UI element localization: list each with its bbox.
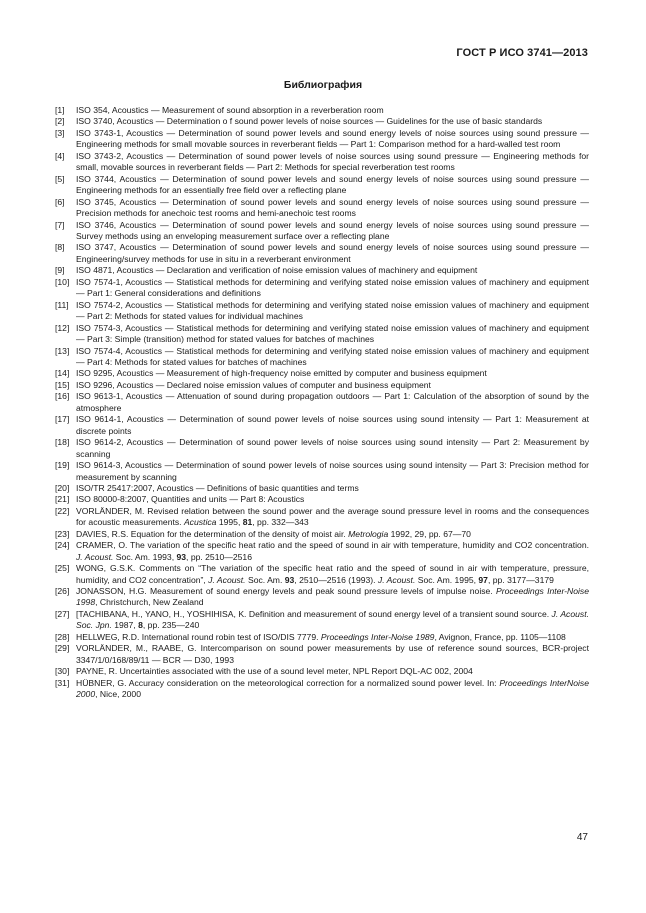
reference-text: CRAMER, O. The variation of the specific heat ratio and the speed of sound in air with temperature, humidity and CO2 concentration. J. Acoust. Soc. Am. 1993, 93, pp. 2510—2516 xyxy=(76,540,589,562)
reference-text: ISO 9614-3, Acoustics — Determination of sound power levels of noise sources using sound intensity — Part 3: Precision method for measurement by scanning xyxy=(76,460,589,482)
reference-item xyxy=(55,277,589,300)
reference-text: ISO 9614-1, Acoustics — Determination of sound power levels of noise sources using sound intensity — Part 1: Measurement at discrete points xyxy=(76,414,589,436)
reference-text: ISO 4871, Acoustics — Declaration and verification of noise emission values of machinery and equipment xyxy=(76,265,478,276)
reference-number: [3] xyxy=(55,127,65,138)
reference-number: [18] xyxy=(55,437,70,448)
reference-text: ISO/TR 25417:2007, Acoustics — Definitions of basic quantities and terms xyxy=(76,482,359,493)
reference-number: [10] xyxy=(55,276,70,287)
reference-text: VORLÄNDER, M. Revised relation between the sound power and the average sound pressure level in rooms and the consequences for acoustic measurements. Acustica 1995, 81, pp. 332—343 xyxy=(76,505,589,528)
reference-text: HÜBNER, G. Accuracy consideration on the meteorological correction for a normalized sound power level. In: Proceedings InterNoise 2000, Nice, 2000 xyxy=(76,677,589,700)
reference-text: WONG, G.S.K. Comments on “The variation of the specific heat ratio and the speed of sound in air with temperature, pressure, humidity, and CO2 concentration”, J. Acoust. Soc. Am. 93, 2510—2516 (1993). J. Acoust. Soc. Am. 1995, 97, pp. 3177—3179 xyxy=(76,563,589,585)
reference-number: [31] xyxy=(55,677,70,688)
reference-item xyxy=(55,300,589,323)
reference-item xyxy=(55,151,589,174)
reference-text: ISO 7574-4, Acoustics — Statistical methods for determining and verifying stated noise emission values of machinery and equipment — Part 4: Methods for stated values for batches of machines xyxy=(76,345,589,367)
reference-text: DAVIES, R.S. Equation for the determination of the density of moist air. Metrologia 1992, 29, pp. 67—70 xyxy=(76,528,471,539)
reference-item xyxy=(55,174,589,197)
reference-number: [17] xyxy=(55,414,70,425)
reference-item xyxy=(55,368,589,379)
reference-item xyxy=(55,128,589,151)
reference-number: [22] xyxy=(55,505,70,516)
reference-text: ISO 9296, Acoustics — Declared noise emission values of computer and business equipment xyxy=(76,379,431,390)
reference-text: ISO 3743-2, Acoustics — Determination of sound power levels of noise sources using sound pressure — Engineering methods for small, movable sources in reverberant fields — Part 2: Methods for special reverberation test rooms xyxy=(76,150,589,173)
reference-text: ISO 7574-3, Acoustics — Statistical methods for determining and verifying stated noise emission values of machinery and equipment — Part 3: Simple (transition) method for stated values for batches of machines xyxy=(76,322,589,345)
reference-text: ISO 7574-1, Acoustics — Statistical methods for determining and verifying stated noise emission values of machinery and equipment — Part 1: General considerations and definitions xyxy=(76,276,589,299)
reference-number: [21] xyxy=(55,494,70,505)
reference-number: [5] xyxy=(55,173,65,184)
reference-number: [20] xyxy=(55,482,70,493)
reference-number: [15] xyxy=(55,379,70,390)
reference-item xyxy=(55,632,589,643)
standard-code: ГОСТ Р ИСО 3741—2013 xyxy=(456,47,588,59)
reference-text: ISO 3743-1, Acoustics — Determination of sound power levels and sound energy levels of noise sources using sound pressure — Engineering methods for small movable sources in reverberant fields — Part 1: Comparison method for a hard-walled test room xyxy=(76,127,589,150)
page-number: 47 xyxy=(576,832,588,843)
reference-text: HELLWEG, R.D. International round robin test of ISO/DIS 7779. Proceedings Inter-Noise 1989, Avignon, France, pp. 1105—1108 xyxy=(76,631,566,642)
reference-text: ISO 9614-2, Acoustics — Determination of sound power levels of noise sources using sound intensity — Part 2: Measurement by scanning xyxy=(76,437,589,459)
reference-item xyxy=(55,643,589,666)
reference-item xyxy=(55,437,589,460)
reference-item xyxy=(55,506,589,529)
reference-number: [29] xyxy=(55,643,70,654)
reference-item xyxy=(55,105,589,116)
reference-number: [28] xyxy=(55,631,70,642)
reference-text: VORLÄNDER, M., RAABE, G. Intercomparison on sound power measurements by use of reference sound sources, BCR-project 3347/1/0/168/89/11 — BCR — D30, 1993 xyxy=(76,643,589,665)
reference-item xyxy=(55,494,589,505)
reference-item xyxy=(55,414,589,437)
reference-number: [19] xyxy=(55,460,70,471)
reference-item xyxy=(55,116,589,127)
reference-text: ISO 80000-8:2007, Quantities and units — Part 8: Acoustics xyxy=(76,494,305,505)
reference-text: JONASSON, H.G. Measurement of sound energy levels and peak sound pressure levels of impulse noise. Proceedings Inter-Noise 1998, Christchurch, New Zealand xyxy=(76,586,589,608)
reference-item xyxy=(55,666,589,677)
reference-number: [11] xyxy=(55,299,69,310)
reference-text: PAYNE, R. Uncertainties associated with the use of a sound level meter, NPL Report DQL-AC 002, 2004 xyxy=(76,666,473,677)
reference-number: [23] xyxy=(55,528,70,539)
reference-number: [12] xyxy=(55,322,70,333)
reference-item xyxy=(55,460,589,483)
reference-text: ISO 3745, Acoustics — Determination of sound power levels and sound energy levels of noise sources using sound pressure — Precision methods for anechoic test rooms and hemi-anechoic test rooms xyxy=(76,196,589,219)
reference-text: ISO 3740, Acoustics — Determination o f sound power levels of noise sources — Guidelines for the use of basic standards xyxy=(76,116,543,127)
reference-text: [TACHIBANA, H., YANO, H., YOSHIHISA, K. Definition and measurement of sound energy level of a transient sound source. J. Acoust. Soc. Jpn. 1987, 8, pp. 235—240 xyxy=(76,608,589,631)
bibliography-title: Библиография xyxy=(283,79,363,91)
reference-item xyxy=(55,265,589,276)
reference-number: [4] xyxy=(55,150,65,161)
reference-number: [16] xyxy=(55,391,70,402)
reference-item xyxy=(55,197,589,220)
reference-item xyxy=(55,380,589,391)
reference-number: [30] xyxy=(55,666,70,677)
reference-item xyxy=(55,609,589,632)
reference-item xyxy=(55,540,589,563)
reference-text: ISO 9613-1, Acoustics — Attenuation of sound during propagation outdoors — Part 1: Calculation of the absorption of sound by the atmosphere xyxy=(76,391,589,413)
reference-item xyxy=(55,586,589,609)
reference-item xyxy=(55,220,589,243)
reference-text: ISO 7574-2, Acoustics — Statistical methods for determining and verifying stated noise emission values of machinery and equipment — Part 2: Methods for stated values for individual machines xyxy=(76,299,589,322)
reference-item xyxy=(55,323,589,346)
reference-number: [27] xyxy=(55,608,70,619)
reference-item xyxy=(55,391,589,414)
reference-number: [8] xyxy=(55,242,65,253)
reference-number: [25] xyxy=(55,563,70,574)
reference-number: [13] xyxy=(55,345,70,356)
reference-number: [7] xyxy=(55,219,65,230)
reference-item xyxy=(55,678,589,701)
reference-number: [6] xyxy=(55,196,65,207)
reference-text: ISO 9295, Acoustics — Measurement of high-frequency noise emitted by computer and business equipment xyxy=(76,368,487,379)
reference-item xyxy=(55,483,589,494)
reference-item xyxy=(55,529,589,540)
reference-list xyxy=(55,105,589,701)
reference-text: ISO 3746, Acoustics — Determination of sound power levels and sound energy levels of noise sources using sound pressure — Survey methods using an enveloping measurement surface over a reflecting plane xyxy=(76,219,589,241)
reference-text: ISO 3744, Acoustics — Determination of sound power levels and sound energy levels of noise sources using sound pressure — Engineering methods for an essentially free field over a reflecting plane xyxy=(76,173,589,196)
reference-number: [1] xyxy=(55,105,65,115)
reference-item xyxy=(55,563,589,586)
reference-number: [14] xyxy=(55,368,70,379)
reference-number: [9] xyxy=(55,265,65,276)
reference-text: ISO 354, Acoustics — Measurement of sound absorption in a reverberation room xyxy=(76,105,384,115)
reference-number: [2] xyxy=(55,116,65,127)
reference-item xyxy=(55,242,589,265)
reference-item xyxy=(55,346,589,369)
reference-number: [26] xyxy=(55,586,70,597)
reference-text: ISO 3747, Acoustics — Determination of sound power levels and sound energy levels of noise sources using sound pressure — Engineering/survey methods for use in situ in a reverberant environment xyxy=(76,242,589,264)
reference-number: [24] xyxy=(55,540,70,551)
